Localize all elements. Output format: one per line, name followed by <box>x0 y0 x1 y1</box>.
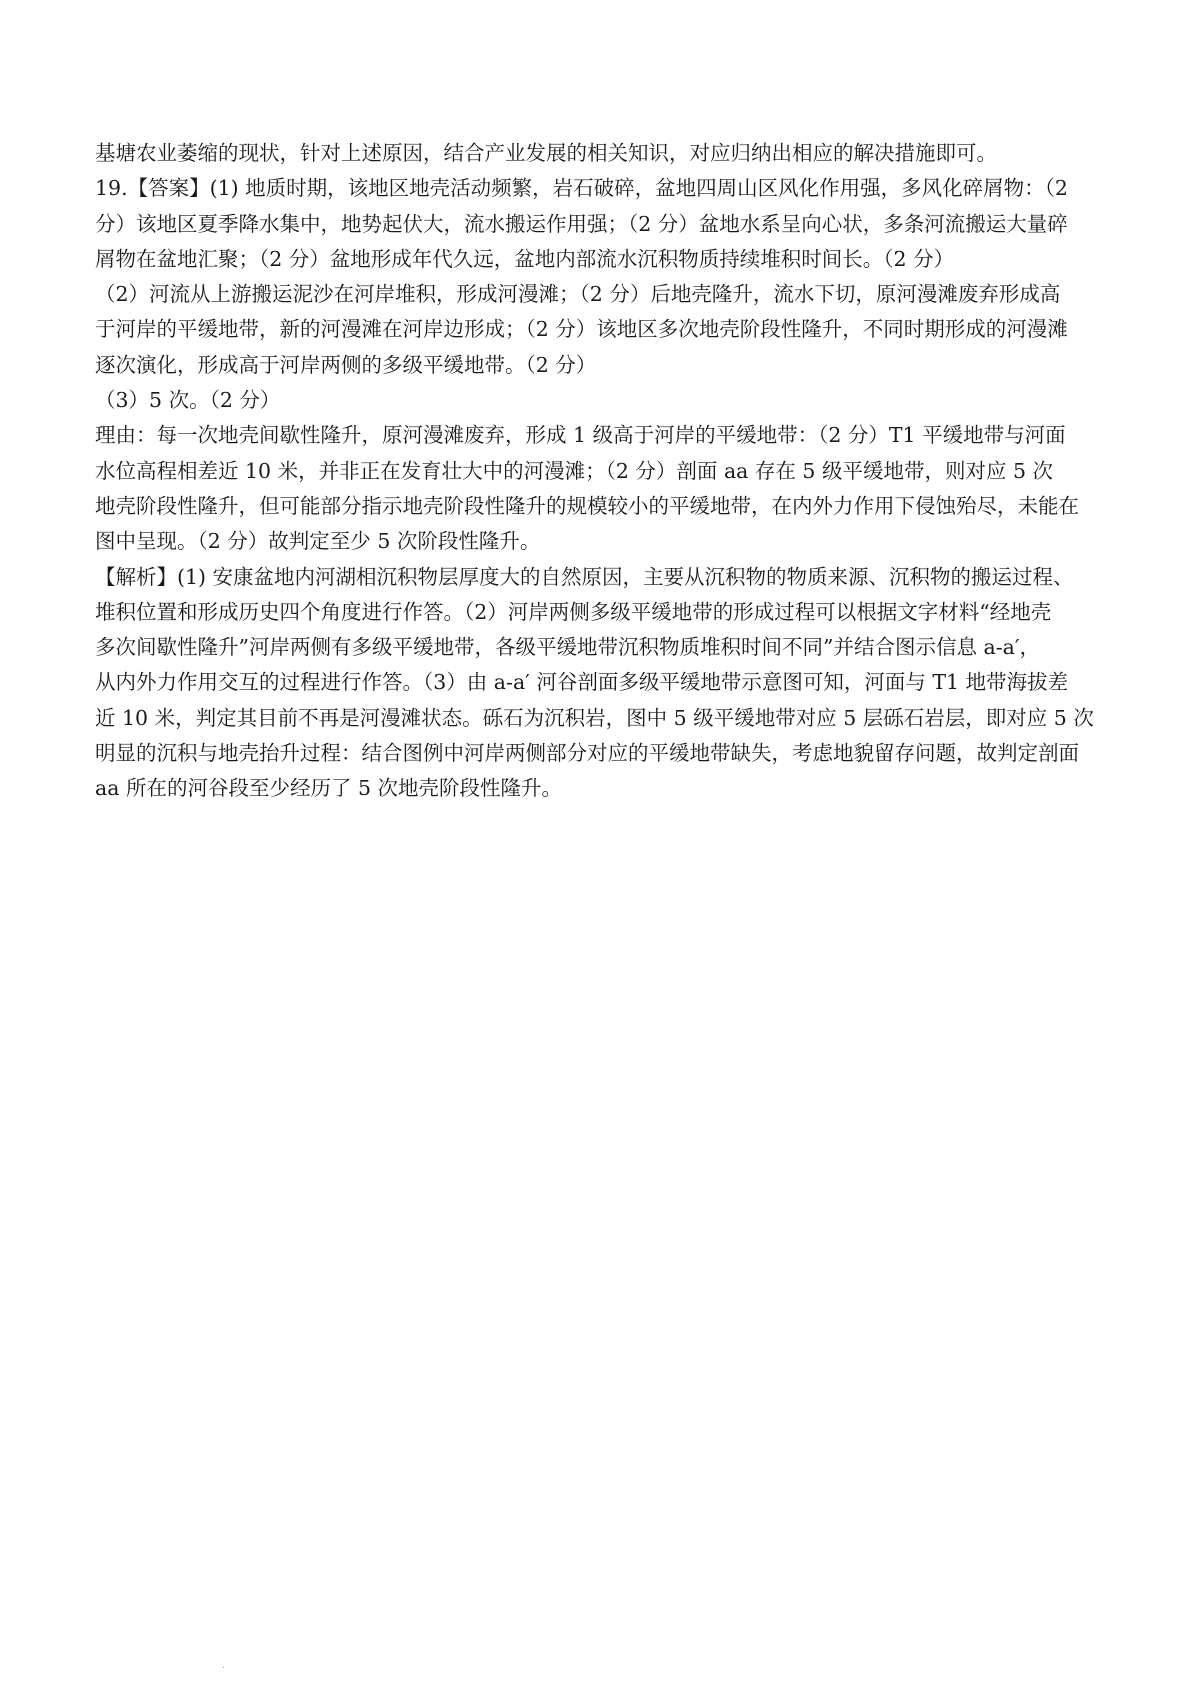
text-line: 屑物在盆地汇聚；（2 分）盆地形成年代久远，盆地内部流水沉积物质持续堆积时间长。（2 分） <box>95 246 955 271</box>
text-line: 图中呈现。（2 分）故判定至少 5 次阶段性隆升。 <box>95 529 541 554</box>
text-line: 19.【答案】(1) 地质时期，该地区地壳活动频繁，岩石破碎，盆地四周山区风化作用强，多风化碎屑物：（2 <box>95 176 1068 201</box>
text-line: 于河岸的平缓地带，新的河漫滩在河岸边形成；（2 分）该地区多次地壳阶段性隆升，不同时期形成的河漫滩 <box>95 317 1068 342</box>
text-line: 逐次演化，形成高于河岸两侧的多级平缓地带。（2 分） <box>95 352 597 377</box>
text-line: 基塘农业萎缩的现状，针对上述原因，结合产业发展的相关知识，对应归纳出相应的解决措施即可。 <box>95 141 997 165</box>
text-line: 多次间歇性隆升”河岸两侧有多级平缓地带，各级平缓地带沉积物质堆积时间不同”并结合图示信息 a-a′， <box>95 635 1040 660</box>
text-line: aa 所在的河谷段至少经历了 5 次地壳阶段性隆升。 <box>95 776 563 801</box>
text-line: 地壳阶段性隆升，但可能部分指示地壳阶段性隆升的规模较小的平缓地带，在内外力作用下侵蚀殆尽，未能在 <box>95 493 1079 518</box>
text-line: 堆积位置和形成历史四个角度进行作答。（2）河岸两侧多级平缓地带的形成过程可以根据文字材料“经地壳 <box>95 599 1052 624</box>
text-line: （3）5 次。（2 分） <box>95 388 281 413</box>
text-line: 明显的沉积与地壳抬升过程：结合图例中河岸两侧部分对应的平缓地带缺失，考虑地貌留存问题，故判定剖面 <box>95 741 1079 766</box>
text-line: 从内外力作用交互的过程进行作答。（3）由 a-a′ 河谷剖面多级平缓地带示意图可知，河面与 T1 地带海拔差 <box>95 670 1069 695</box>
text-line: 理由：每一次地壳间歇性隆升，原河漫滩废弃，形成 1 级高于河岸的平缓地带：（2 分）T1 平缓地带与河面 <box>95 423 1066 448</box>
text-line: （2）河流从上游搬运泥沙在河岸堆积，形成河漫滩；（2 分）后地壳隆升，流水下切，原河漫滩废弃形成高 <box>95 282 1061 307</box>
text-line: 分）该地区夏季降水集中，地势起伏大，流水搬运作用强；（2 分）盆地水系呈向心状，多条河流搬运大量碎 <box>95 211 1068 236</box>
footer-mark: . <box>222 1660 226 1671</box>
text-line: 水位高程相差近 10 米，并非正在发育壮大中的河漫滩；（2 分）剖面 aa 存在 5 级平缓地带，则对应 5 次 <box>95 458 1054 483</box>
text-line: 近 10 米，判定其目前不再是河漫滩状态。砾石为沉积岩，图中 5 级平缓地带对应 5 层砾石岩层，即对应 5 次 <box>95 705 1094 730</box>
text-line: 【解析】(1) 安康盆地内河湖相沉积物层厚度大的自然原因，主要从沉积物的物质来源、沉积物的搬运过程、 <box>95 564 1074 589</box>
answer-text-block <box>95 136 1107 807</box>
